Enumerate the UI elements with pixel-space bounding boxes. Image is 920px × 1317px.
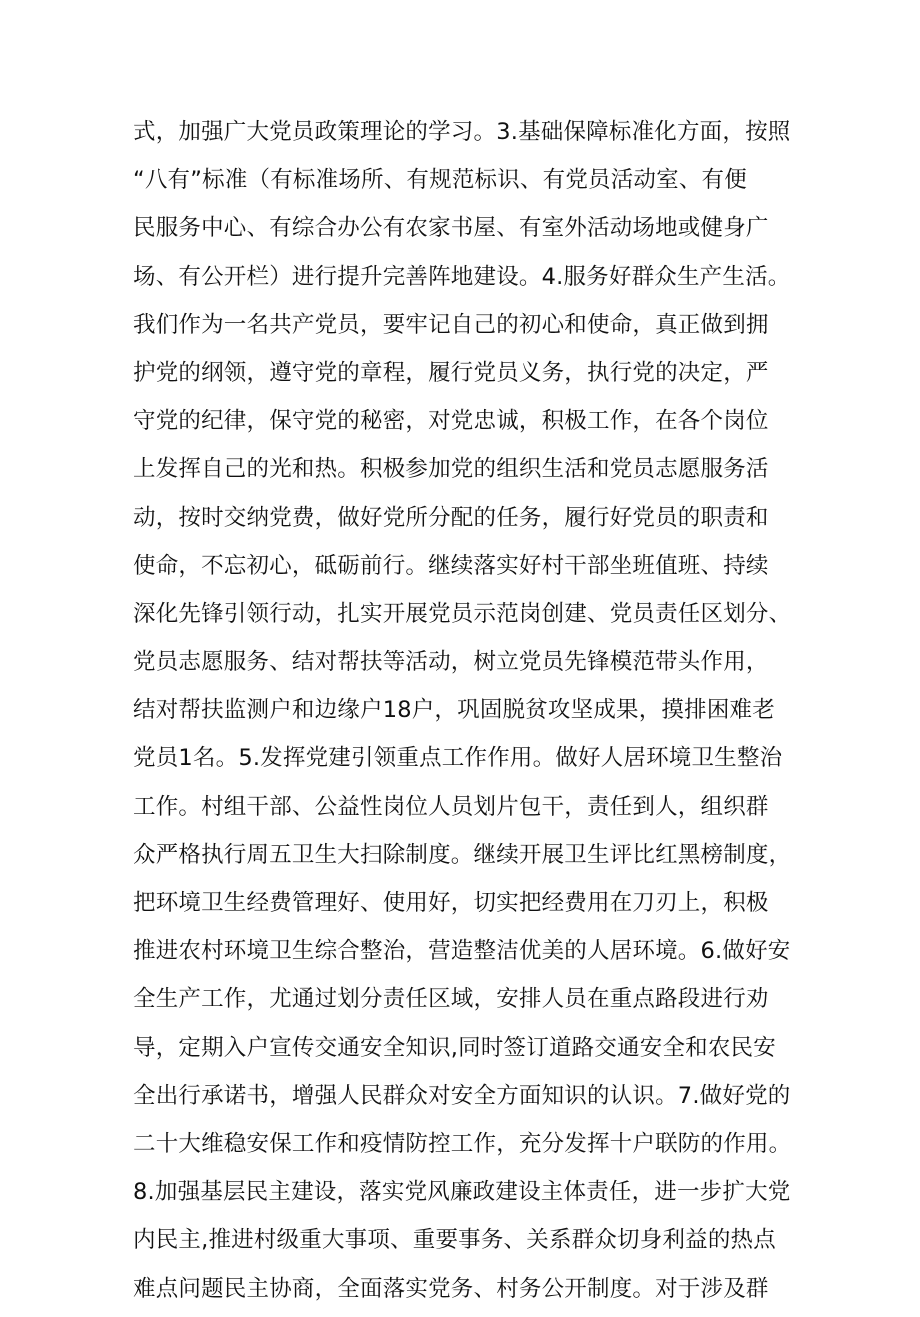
text-line: 导，定期入户宣传交通安全知识,同时签订道路交通安全和农民安 [133,1034,776,1061]
text-line: 结对帮扶监测户和边缘户18户，巩固脱贫攻坚成果，摸排困难老 [133,697,775,724]
text-line: 深化先锋引领行动，扎实开展党员示范岗创建、党员责任区划分、 [133,600,792,627]
text-line: 民服务中心、有综合办公有农家书屋、有室外活动场地或健身广 [133,215,769,242]
text-line: 使命，不忘初心，砥砺前行。继续落实好村干部坐班值班、持续 [133,552,769,579]
text-line: 场、有公开栏）进行提升完善阵地建设。4.服务好群众生产生活。 [133,263,791,290]
text-line: 动，按时交纳党费，做好党所分配的任务，履行好党员的职责和 [133,504,769,531]
text-line: 守党的纪律，保守党的秘密，对党忠诚，积极工作，在各个岗位 [133,408,769,435]
text-line: 工作。村组干部、公益性岗位人员划片包干，责任到人，组织群 [133,793,769,820]
text-line: 二十大维稳安保工作和疫情防控工作，充分发挥十户联防的作用。 [133,1130,792,1157]
text-line: 8.加强基层民主建设，落实党风廉政建设主体责任，进一步扩大党 [133,1179,791,1206]
text-line: 护党的纲领，遵守党的章程，履行党员义务，执行党的决定，严 [133,359,769,386]
text-line: 推进农村环境卫生综合整治，营造整洁优美的人居环境。6.做好安 [133,938,791,965]
body-paragraph [133,112,813,1317]
text-line: 众严格执行周五卫生大扫除制度。继续开展卫生评比红黑榜制度， [133,841,792,868]
text-line: 全生产工作，尤通过划分责任区域，安排人员在重点路段进行劝 [133,986,769,1013]
text-line: 全出行承诺书，增强人民群众对安全方面知识的认识。7.做好党的 [133,1082,791,1109]
text-line: 党员志愿服务、结对帮扶等活动，树立党员先锋模范带头作用， [133,649,769,676]
text-line: 式，加强广大党员政策理论的学习。3.基础保障标准化方面，按照 [133,119,791,145]
text-line: 党员1名。5.发挥党建引领重点工作作用。做好人居环境卫生整治 [133,745,783,772]
text-line: 我们作为一名共产党员，要牢记自己的初心和使命，真正做到拥 [133,311,769,338]
text-line: 内民主,推进村级重大事项、重要事务、关系群众切身利益的热点 [133,1227,776,1254]
text-line: 把环境卫生经费管理好、使用好，切实把经费用在刀刃上，积极 [133,890,769,916]
text-line: 上发挥自己的光和热。积极参加党的组织生活和党员志愿服务活 [133,456,769,483]
text-line: 难点问题民主协商，全面落实党务、村务公开制度。对于涉及群 [133,1275,769,1302]
text-line: “八有”标准（有标准场所、有规范标识、有党员活动室、有便 [133,167,747,194]
